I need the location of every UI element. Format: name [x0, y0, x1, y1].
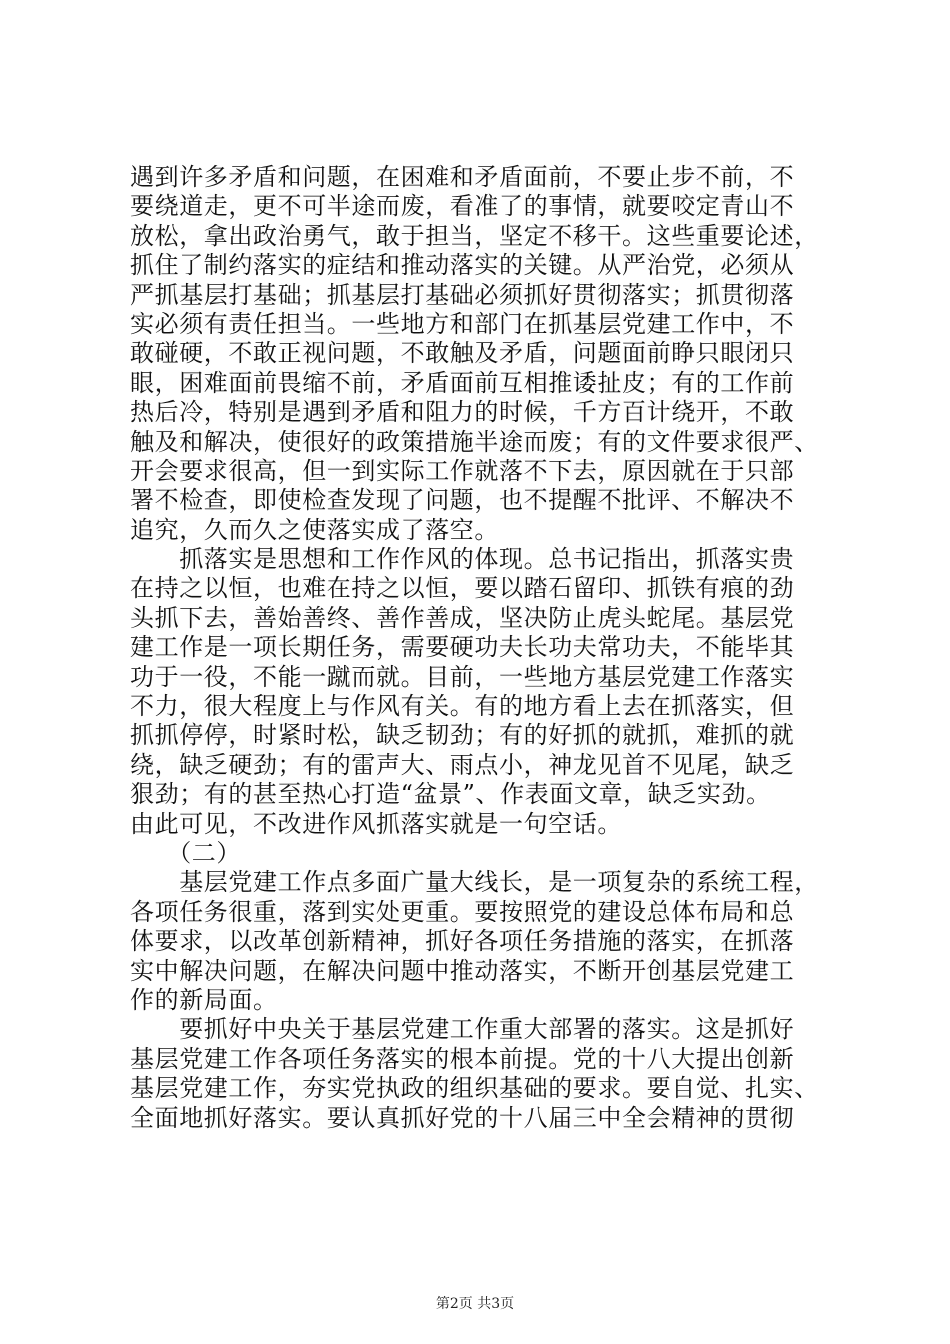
- text-line: 狠劲；有的甚至热心打造“盆景”、作表面文章，缺乏实劲。: [130, 780, 771, 809]
- text-line: 署不检查，即使检查发现了问题，也不提醒不批评、不解决不: [130, 486, 795, 515]
- text-line: 抓落实是思想和工作作风的体现。总书记指出，抓落实贵: [130, 545, 795, 574]
- text-line: 在持之以恒，也难在持之以恒，要以踏石留印、抓铁有痕的劲: [130, 574, 795, 603]
- text-line: 体要求，以改革创新精神，抓好各项任务措施的落实，在抓落: [130, 927, 795, 956]
- text-line: 作的新局面。: [130, 985, 278, 1014]
- text-line: 头抓下去，善始善终、善作善成，坚决防止虎头蛇尾。基层党: [130, 603, 795, 632]
- section-heading: （二）: [130, 838, 241, 867]
- text-line: 由此可见，不改进作风抓落实就是一句空话。: [130, 809, 622, 838]
- text-line: 触及和解决，使很好的政策措施半途而废；有的文件要求很严、: [130, 427, 819, 456]
- text-line: 抓抓停停，时紧时松，缺乏韧劲；有的好抓的就抓，难抓的就: [130, 721, 795, 750]
- text-line: 严抓基层打基础；抓基层打基础必须抓好贯彻落实；抓贯彻落: [130, 280, 795, 309]
- text-line: 追究，久而久之使落实成了落空。: [130, 515, 499, 544]
- text-line: 放松，拿出政治勇气，敢于担当，坚定不移干。这些重要论述，: [130, 221, 819, 250]
- page-footer: [0, 1294, 950, 1314]
- text-line: 建工作是一项长期任务，需要硬功夫长功夫常功夫，不能毕其: [130, 633, 795, 662]
- text-line: 热后冷，特别是遇到矛盾和阻力的时候，千方百计绕开，不敢: [130, 398, 795, 427]
- page-number: 第2页 共3页: [435, 1296, 515, 1312]
- text-line: 实必须有责任担当。一些地方和部门在抓基层党建工作中，不: [130, 309, 795, 338]
- text-line: 要抓好中央关于基层党建工作重大部署的落实。这是抓好: [130, 1015, 795, 1044]
- text-line: 敢碰硬，不敢正视问题，不敢触及矛盾，问题面前睁只眼闭只: [130, 339, 795, 368]
- text-line: 遇到许多矛盾和问题，在困难和矛盾面前，不要止步不前，不: [130, 163, 795, 191]
- text-line: 实中解决问题，在解决问题中推动落实，不断开创基层党建工: [130, 956, 795, 985]
- text-line: 全面地抓好落实。要认真抓好党的十八届三中全会精神的贯彻: [130, 1103, 795, 1132]
- text-line: 各项任务很重，落到实处更重。要按照党的建设总体布局和总: [130, 897, 795, 926]
- document-body: [130, 163, 820, 1133]
- text-line: 基层党建工作点多面广量大线长，是一项复杂的系统工程，: [130, 868, 819, 897]
- text-line: 基层党建工作，夯实党执政的组织基础的要求。要自觉、扎实、: [130, 1074, 819, 1103]
- text-line: 要绕道走，更不可半途而废，看准了的事情，就要咬定青山不: [130, 192, 795, 221]
- text-line: 不力，很大程度上与作风有关。有的地方看上去在抓落实，但: [130, 692, 795, 721]
- text-line: 抓住了制约落实的症结和推动落实的关键。从严治党，必须从: [130, 251, 795, 280]
- text-line: 功于一役，不能一蹴而就。目前，一些地方基层党建工作落实: [130, 662, 795, 691]
- text-line: 开会要求很高，但一到实际工作就落不下去，原因就在于只部: [130, 456, 795, 485]
- text-line: 眼，困难面前畏缩不前，矛盾面前互相推诿扯皮；有的工作前: [130, 368, 795, 397]
- text-line: 绕，缺乏硬劲；有的雷声大、雨点小，神龙见首不见尾，缺乏: [130, 750, 795, 779]
- text-line: 基层党建工作各项任务落实的根本前提。党的十八大提出创新: [130, 1044, 795, 1073]
